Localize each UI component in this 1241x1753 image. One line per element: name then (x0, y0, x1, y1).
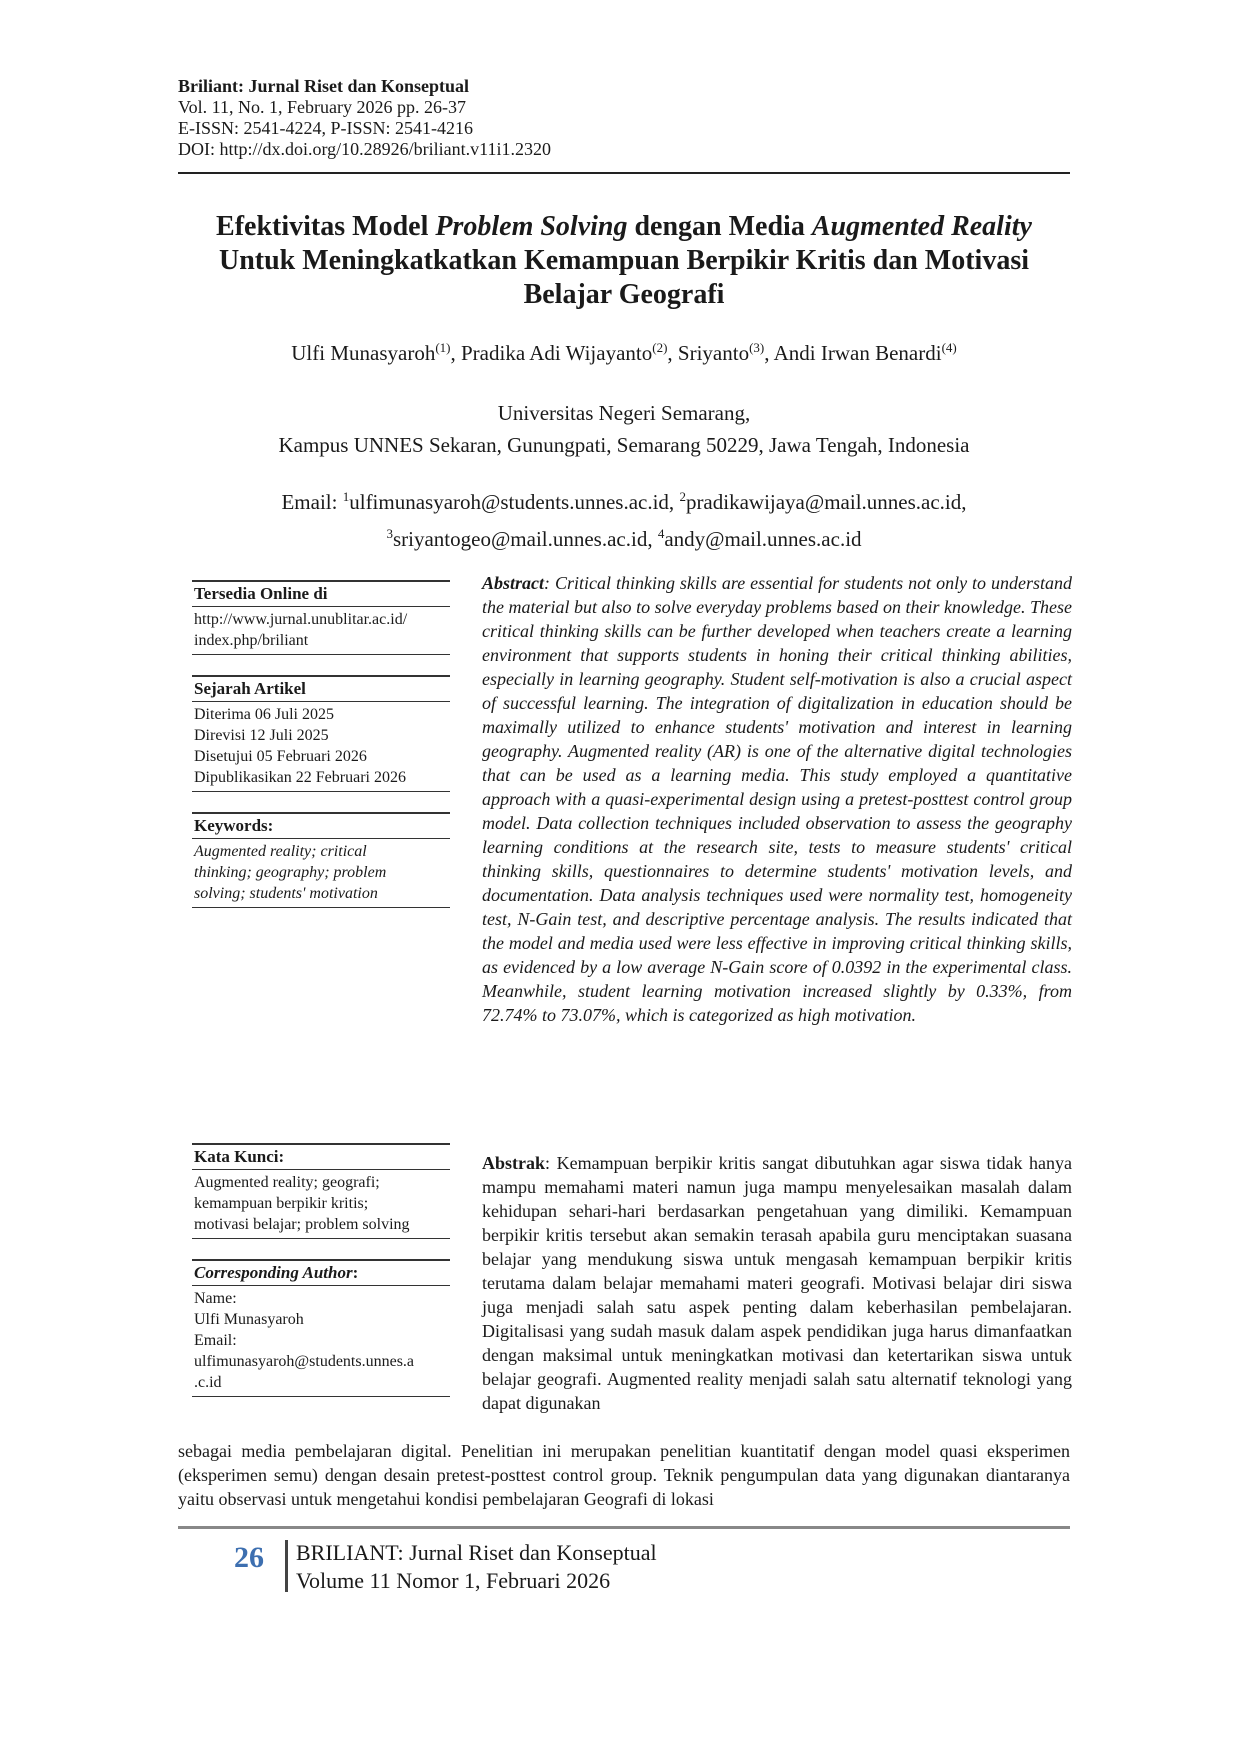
article-info-box (192, 580, 450, 908)
keyword-line: solving; students' motivation (194, 885, 378, 902)
history-item: Diterima 06 Juli 2025 (194, 706, 334, 723)
history-list (192, 702, 450, 792)
email-mark: 4 (657, 526, 665, 541)
email-address[interactable]: pradikawijaya@mail.unnes.ac.id, (685, 490, 967, 514)
katakunci-heading: Kata Kunci: (192, 1143, 450, 1170)
title-part1: Efektivitas Model (216, 211, 436, 242)
author-mark: (4) (941, 340, 957, 355)
title-line3: Belajar Geografi (523, 279, 725, 310)
abstract-label: Abstract (482, 573, 545, 593)
email-address[interactable]: ulfimunasyaroh@students.unnes.ac.id, (349, 490, 680, 514)
corresponding-heading (192, 1259, 450, 1286)
author-name: Sriyanto (677, 341, 750, 365)
abstract-text: : Critical thinking skills are essential for students not only to understand the material but also to solve everyday problems based on their knowledge. These critical thinking skills can be further developed when teachers create a learning environment that supports students in honing their critical thinking abilities, especially in learning geography. Student self-motivation is also a crucial aspect of successful learning. The integration of digitalization in education should be maximally utilized to enhance students' motivation and interest in learning geography. Augmented reality (AR) is one of the alternative digital technologies that can be used as a learning media. This study employed a quantitative approach with a quasi-experimental design using a pretest-posttest control group model. Data collection techniques included observation to assess the geography learning conditions at the research site, tests to measure students' critical thinking skills, questionnaires to determine students' motivation levels, and documentation. Data analysis techniques used were normality test, homogeneity test, N-Gain test, and descriptive percentage analysis. The results indicated that the model and media used were less effective in improving critical thinking skills, as evidenced by a low average N-Gain score of 0.0392 in the experimental class. Meanwhile, student learning motivation increased slightly by 0.33%, from 72.74% to 73.07%, which is categorized as high motivation. (482, 573, 1072, 1025)
abstrak-text: : Kemampuan berpikir kritis sangat dibutuhkan agar siswa tidak hanya mampu memahami materi namun juga mampu menyelesaikan masalah dalam kehidupan sehari-hari berdasarkan pengetahuan yang dimiliki. Kemampuan berpikir kritis tersebut akan semakin terasah apabila guru menciptakan suasana belajar yang mendukung siswa untuk mengasah kemampuan berpikir kritis terutama dalam belajar memahami materi geografi. Motivasi belajar diri siswa juga menjadi salah satu aspek penting dalam keberhasilan pembelajaran. Digitalisasi yang sudah masuk dalam aspek pendidikan juga harus dimanfaatkan dengan maksimal untuk meningkatkan motivasi dan ketertarikan siswa untuk belajar geografi. Augmented reality menjadi salah satu alternatif teknologi yang dapat digunakan (482, 1153, 1072, 1413)
online-url-line: index.php/briliant (194, 632, 309, 649)
title-part3: dengan Media (627, 211, 812, 242)
history-item: Direvisi 12 Juli 2025 (194, 727, 329, 744)
online-heading: Tersedia Online di (192, 580, 450, 607)
title-part4: Augmented Reality (811, 211, 1032, 242)
email-mark: 3 (386, 526, 393, 541)
author-name: Ulfi Munasyaroh (291, 341, 436, 365)
affiliation (178, 397, 1070, 461)
corr-line: ulfimunasyaroh@students.unnes.a (194, 1353, 415, 1370)
footer-rule (178, 1526, 1070, 1529)
corr-line: Ulfi Munasyaroh (194, 1311, 304, 1328)
history-item: Disetujui 05 Februari 2026 (194, 748, 367, 765)
author-name: Andi Irwan Benardi (773, 341, 942, 365)
keyword-line: thinking; geography; problem (194, 864, 387, 881)
header-rule (178, 172, 1070, 174)
title-part2: Problem Solving (435, 211, 628, 242)
author-list: Ulfi Munasyaroh$^{(1)}$, Pradika Adi Wijayanto$^{(2)}$, Sriyanto$^{(3)}$, Andi Irwan Benardi$^{(4)}$ (291, 340, 957, 365)
abstrak-label: Abstrak (482, 1153, 546, 1173)
corr-line: .c.id (194, 1374, 222, 1391)
katakunci-line: kemampuan berpikir kritis; (194, 1195, 369, 1212)
corresponding-label: Corresponding Author (194, 1263, 353, 1282)
katakunci-line: motivasi belajar; problem solving (194, 1216, 410, 1233)
journal-header (178, 76, 1068, 160)
keywords-heading: Keywords: (192, 812, 450, 839)
keyword-line: Augmented reality; critical (194, 843, 367, 860)
keywords-list (192, 839, 450, 908)
footer-line1: BRILIANT: Jurnal Riset dan Konseptual (296, 1540, 657, 1565)
journal-doi: DOI: http://dx.doi.org/10.28926/briliant.v11i1.2320 (178, 139, 551, 159)
author-mark: (1) (435, 340, 451, 355)
journal-issn: E-ISSN: 2541-4224, P-ISSN: 2541-4216 (178, 118, 474, 138)
corresponding-details (192, 1286, 450, 1397)
email-block (178, 481, 1070, 555)
footer-journal (296, 1539, 657, 1595)
corresponding-colon: : (352, 1263, 359, 1282)
author-name: Pradika Adi Wijayanto (461, 341, 653, 365)
title-line2: Untuk Meningkatkatkan Kemampuan Berpikir Kritis dan Motivasi (218, 245, 1030, 276)
journal-name: Briliant: Jurnal Riset dan Konseptual (178, 76, 470, 96)
email-address[interactable]: sriyantogeo@mail.unnes.ac.id, (392, 527, 658, 551)
article-title (178, 210, 1070, 312)
abstrak-continued: sebagai media pembelajaran digital. Penelitian ini merupakan penelitian kuantitatif dengan model quasi eksperimen (eksperimen semu) dengan desain pretest-posttest control group. Teknik pengumpulan data yang digunakan diantaranya yaitu observasi untuk mengetahui kondisi pembelajaran Geografi di lokasi (178, 1441, 1070, 1509)
email-label: Email: (281, 490, 343, 514)
abstract-english (482, 571, 1072, 1027)
email-address[interactable]: andy@mail.unnes.ac.id (664, 527, 862, 551)
affiliation-line2: Kampus UNNES Sekaran, Gunungpati, Semarang 50229, Jawa Tengah, Indonesia (278, 433, 970, 457)
corr-line: Email: (194, 1332, 237, 1349)
online-url[interactable] (192, 607, 450, 655)
author-mark: (2) (652, 340, 668, 355)
journal-volume: Vol. 11, No. 1, February 2026 pp. 26-37 (178, 97, 466, 117)
history-heading: Sejarah Artikel (192, 675, 450, 702)
corr-line: Name: (194, 1290, 237, 1307)
online-url-line: http://www.jurnal.unublitar.ac.id/ (194, 611, 408, 628)
affiliation-line1: Universitas Negeri Semarang, (497, 401, 751, 425)
email-mark: 2 (679, 489, 686, 504)
history-item: Dipublikasikan 22 Februari 2026 (194, 769, 406, 786)
katakunci-line: Augmented reality; geografi; (194, 1174, 380, 1191)
author-mark: (3) (749, 340, 765, 355)
abstract-indonesian (482, 1151, 1072, 1415)
page-number: 26 (234, 1541, 264, 1574)
footer-line2: Volume 11 Nomor 1, Februari 2026 (296, 1568, 611, 1593)
footer-divider (285, 1540, 288, 1592)
katakunci-list (192, 1170, 450, 1239)
email-mark: 1 (342, 489, 350, 504)
article-info-box-id (192, 1143, 450, 1397)
